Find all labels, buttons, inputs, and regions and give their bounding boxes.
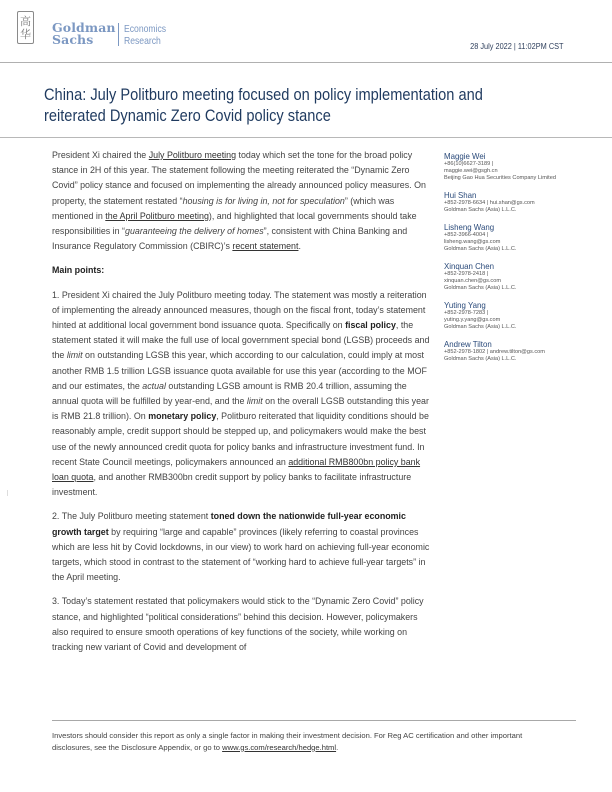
disclaimer [52, 730, 552, 753]
intro-paragraph [52, 148, 432, 254]
text: Investors should consider this report as only a single factor in making their investment decision. For Reg AC certification and other important disclosures, see the Disclosure Appendix, or go to [52, 731, 523, 752]
author-name: Lisheng Wang [444, 222, 495, 232]
text: ), and highlighted that local governments should take responsibilities in “ [52, 210, 417, 237]
unit-line-1: Economics [124, 23, 167, 35]
author-firm: Goldman Sachs (Asia) L.L.C. [444, 246, 517, 252]
text: 2. The July Politburo meeting statement [52, 511, 211, 522]
main-points-heading: Main points: [52, 265, 105, 276]
bold-text: fiscal policy [345, 320, 396, 331]
text: , the statement stated it will make the full use of local government special bond (LGSB) proceeds and the [52, 320, 430, 361]
author-name: Hui Shan [444, 190, 477, 200]
author-contact: +86(10)6627-3189 | [444, 161, 494, 167]
report-title [44, 84, 483, 126]
title-line-1: China: July Politburo meeting focused on policy implementation and [44, 85, 483, 104]
author-contact: +852-2978-7283 | [444, 310, 489, 316]
link-policy-bank-loan-quota[interactable]: additional RMB800bn policy bank loan quota [52, 456, 421, 483]
text: . [336, 742, 339, 752]
author-email[interactable]: xinquan.chen@gs.com [444, 278, 501, 284]
author-email[interactable]: yuting.y.yang@gs.com [444, 317, 501, 323]
quote-italic: guaranteeing the delivery of homes [125, 226, 264, 237]
author-contact: +852-3966-4004 | [444, 232, 489, 238]
text: . [298, 241, 301, 252]
author-card [444, 261, 594, 292]
author-firm: Goldman Sachs (Asia) L.L.C. [444, 207, 517, 213]
text: , and another RMB300bn credit support by policy banks to facilitate infrastructure investment. [52, 472, 412, 498]
unit-line-2: Research [124, 35, 161, 47]
bold-text: monetary policy [148, 411, 217, 422]
author-firm: Goldman Sachs (Asia) L.L.C. [444, 285, 517, 291]
text: on the overall LGSB outstanding this year is RMB 21.8 trillion). On [52, 396, 429, 422]
seal-char-1: 高 [20, 14, 31, 28]
link-disclosures[interactable]: www.gs.com/research/hedge.html [222, 742, 337, 752]
author-contact[interactable]: +852-2978-6634 | hui.shan@gs.com [444, 200, 535, 206]
text: ” (which was mentioned in [52, 195, 395, 221]
italic-text: limit [246, 396, 263, 407]
text: ”, consistent with China Banking and Insurance Regulatory Commission (CBIRC)’s [52, 226, 408, 252]
footer-divider [52, 720, 576, 721]
author-firm: Beijing Gao Hua Securities Company Limited [444, 175, 556, 181]
link-april-politburo-meeting[interactable]: the April Politburo meeting [105, 210, 209, 221]
authors-sidebar [444, 151, 594, 371]
italic-text: actual [142, 380, 166, 391]
author-card [444, 151, 594, 182]
margin-mark [7, 490, 8, 496]
author-email[interactable]: lisheng.wang@gs.com [444, 239, 501, 245]
title-divider [0, 137, 612, 138]
dateline: 28 July 2022 | 11:02PM CST [470, 42, 564, 51]
text: 3. Today’s statement restated that policymakers would stick to the “Dynamic Zero Covid” policy stance, and highlighted “political considerations” behind this decision. However, policymakers also required to ensure smooth operations of key functions of the society, while working on tracking new variant of Covid and development of [52, 596, 424, 653]
author-card [444, 190, 594, 214]
seal-char-2: 华 [20, 27, 31, 41]
title-line-2: reiterated Dynamic Zero Covid policy stance [44, 106, 331, 125]
point-1-paragraph [52, 288, 432, 501]
author-card [444, 222, 594, 253]
text: by requiring “large and capable” provinces (likely referring to coastal provinces which are less hit by Covid lockdowns, in our view) to work hard on achieving full-year economic targets, which stood in contrast to the statement of “working hard to achieve full-year targets” in the April meeting. [52, 526, 430, 583]
link-recent-statement[interactable]: recent statement [232, 241, 299, 252]
author-card [444, 300, 594, 331]
author-name: Maggie Wei [444, 151, 486, 161]
research-unit-label [124, 23, 166, 47]
link-july-politburo-meeting[interactable]: July Politburo meeting [148, 150, 237, 160]
author-firm: Goldman Sachs (Asia) L.L.C. [444, 324, 517, 330]
gao-hua-seal-logo [17, 11, 34, 44]
author-firm: Goldman Sachs (Asia) L.L.C. [444, 356, 517, 362]
author-email[interactable]: maggie.wei@gsgh.cn [444, 168, 498, 174]
header-divider [0, 62, 612, 63]
author-name: Yuting Yang [444, 300, 486, 310]
point-3-paragraph [52, 594, 432, 655]
author-contact[interactable]: +852-2978-1802 | andrew.tilton@gs.com [444, 349, 545, 355]
text: on outstanding LGSB this year, which according to our calculation, could imply at most another RMB 1.5 trillion LGSB issuance quota available for use this year (according to the MOF and our estimates, the [52, 350, 427, 391]
brand-line-1: Goldman [52, 20, 116, 35]
author-contact: +852-2978-2418 | [444, 271, 489, 277]
text: , Politburo reiterated that liquidity conditions should be reasonably ample, credit support should be stepped up, and policymakers would make the best use of the newly announced credit quota for policy banks and infrastructure investment fund. In recent State Council meetings, policymakers announced an [52, 411, 429, 467]
goldman-sachs-logo [52, 22, 116, 46]
logo-divider [118, 23, 119, 46]
text: today which set the tone for the broad policy stance in 2H of this year. The statement following the meeting reiterated the “Dynamic Zero Covid” policy stance and focused on implementing the already announced policy measures. On property, the statement restated “ [52, 150, 426, 206]
italic-text: limit [66, 350, 83, 361]
report-body [52, 148, 432, 664]
text: 1. President Xi chaired the July Politburo meeting today. The statement was mostly a reiteration of implementing the already announced measures, though on the fiscal front, today’s statement hinted at additional local government bond issuance quota. Specifically on [52, 289, 427, 331]
quote-italic: housing is for living in, not for speculation [182, 195, 345, 206]
author-name: Xinquan Chen [444, 261, 494, 271]
text: outstanding LGSB amount is RMB 20.4 trillion, assuming the annual quota will be fulfilled by year-end, and the [52, 380, 407, 407]
text: President Xi chaired the [52, 150, 149, 160]
bold-text: toned down the nationwide full-year economic growth target [52, 511, 406, 537]
point-2-paragraph [52, 509, 432, 585]
author-card [444, 339, 594, 363]
author-name: Andrew Tilton [444, 339, 492, 349]
brand-line-2: Sachs [52, 32, 94, 47]
